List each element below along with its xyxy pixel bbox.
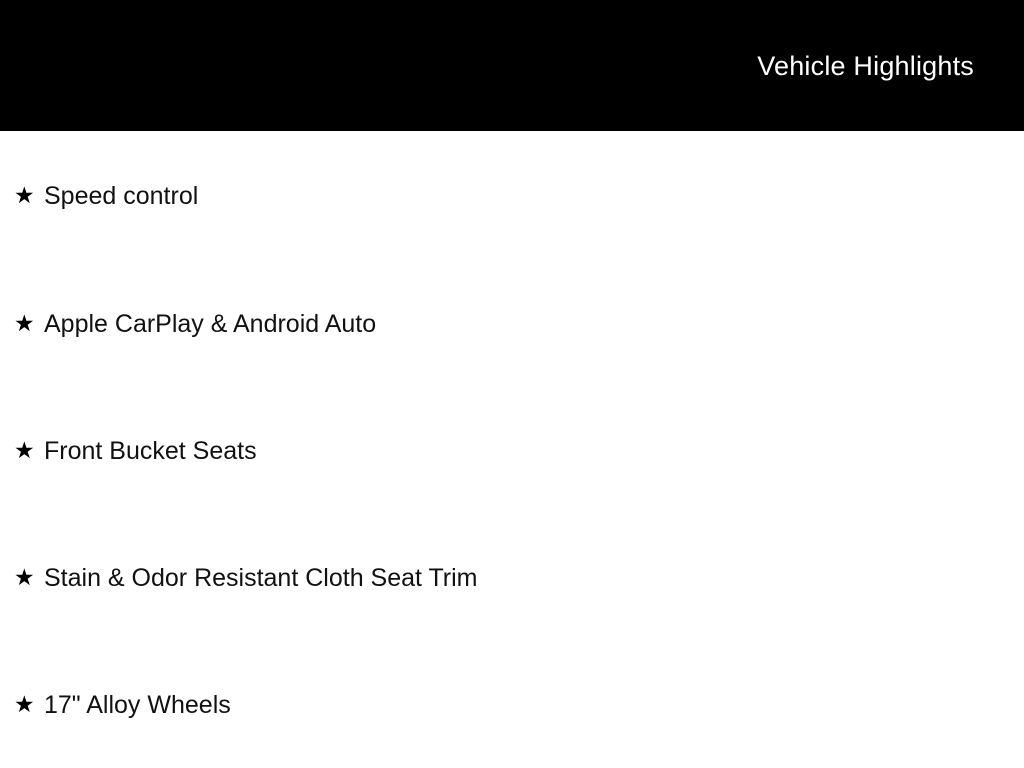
star-icon: ★ — [14, 182, 35, 208]
highlight-label: Stain & Odor Resistant Cloth Seat Trim — [44, 563, 478, 592]
list-item — [0, 131, 1024, 260]
highlight-label: 17" Alloy Wheels — [44, 690, 231, 719]
highlight-label: Apple CarPlay & Android Auto — [44, 309, 377, 338]
star-icon: ★ — [14, 437, 35, 463]
list-item — [0, 514, 1024, 641]
star-icon: ★ — [14, 564, 35, 590]
vehicle-highlights-list — [0, 131, 1024, 768]
highlight-label: Front Bucket Seats — [44, 436, 257, 465]
list-item — [0, 641, 1024, 768]
star-icon: ★ — [14, 310, 35, 336]
highlight-label: Speed control — [44, 181, 199, 210]
list-item — [0, 387, 1024, 514]
page-title: Vehicle Highlights — [757, 51, 974, 81]
header-bar — [0, 0, 1024, 131]
list-item — [0, 260, 1024, 387]
star-icon: ★ — [14, 691, 35, 717]
